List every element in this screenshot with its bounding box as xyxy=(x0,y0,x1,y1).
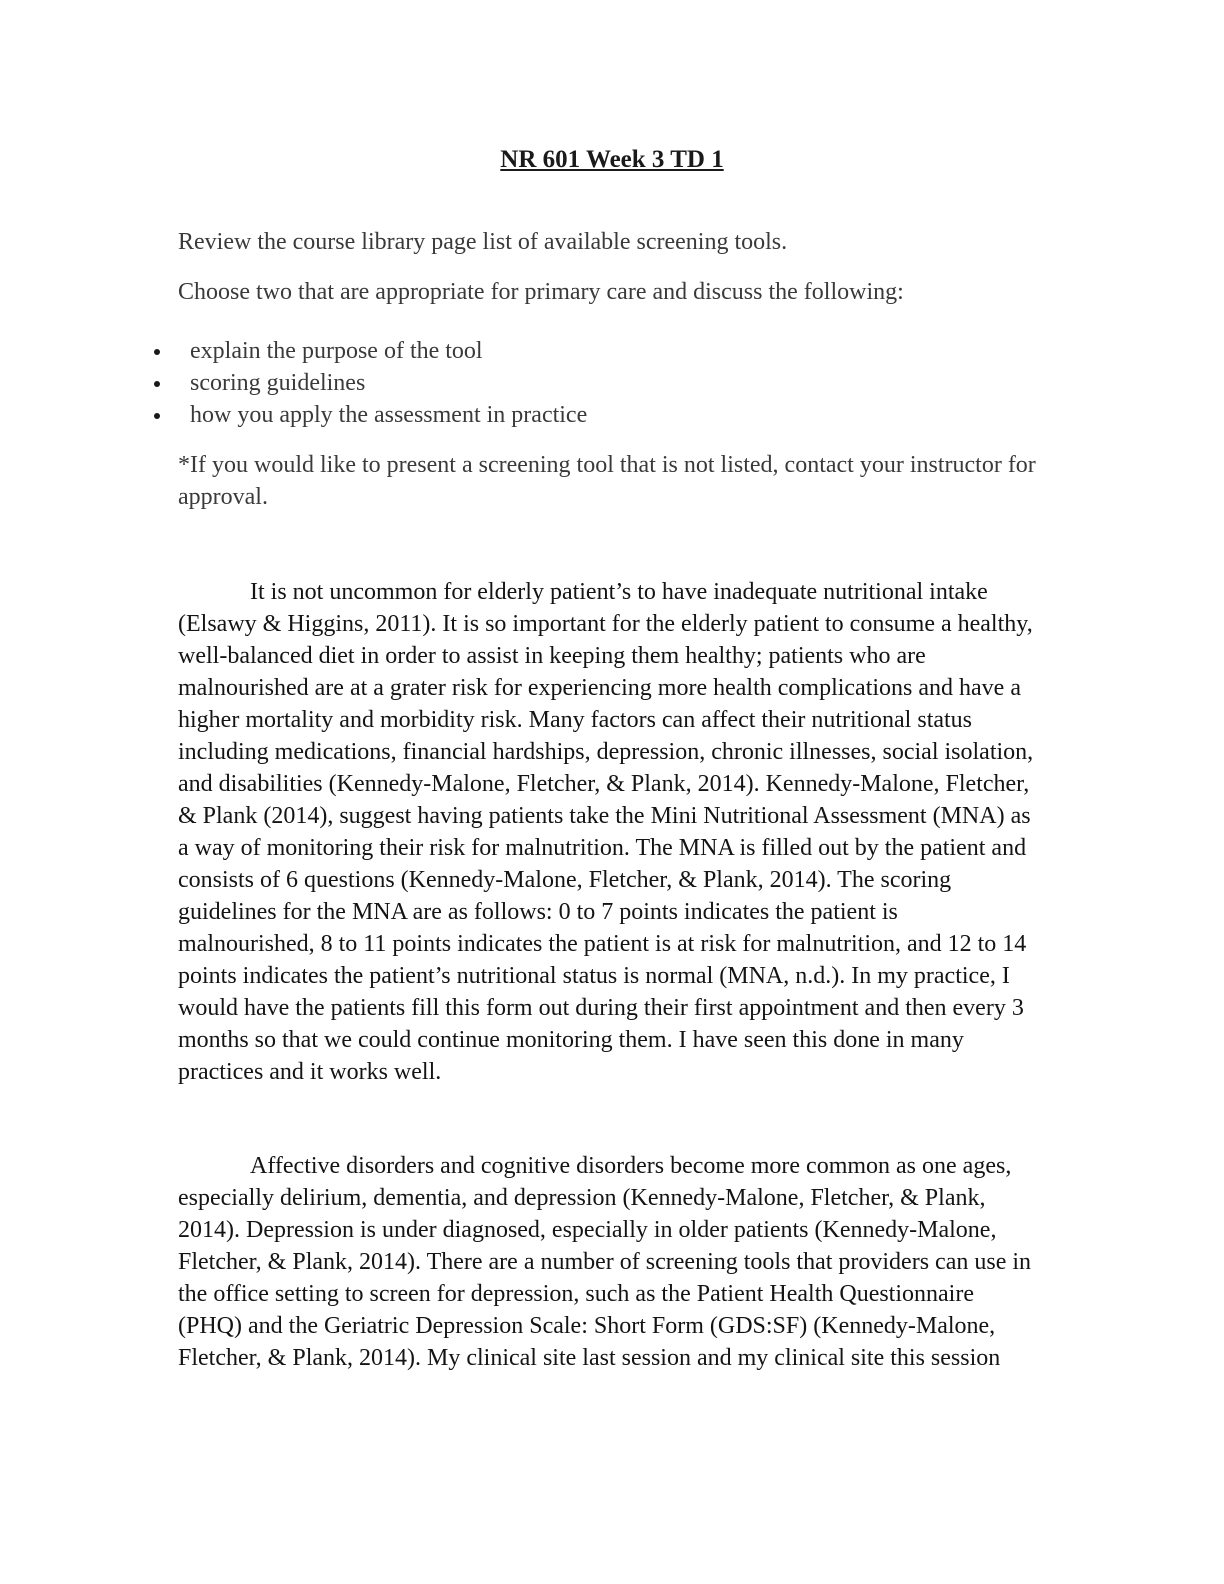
bullet-text: scoring guidelines xyxy=(190,370,366,396)
prompt-bullet-list xyxy=(150,335,1050,431)
bullet-icon xyxy=(154,381,160,387)
bullet-item xyxy=(150,335,1050,367)
bullet-icon xyxy=(154,413,160,419)
body-paragraph-text: Affective disorders and cognitive disorders become more common as one ages, especially delirium, dementia, and depression (Kennedy-Malone, Fletcher, & Plank, 2014). Depression is under diagnosed, especially in older patients (Kennedy-Malone, Fletcher, & Plank, 2014). There are a number of screening tools that providers can use in the office setting to screen for depression, such as the Patient Health Questionnaire (PHQ) and the Geriatric Depression Scale: Short Form (GDS:SF) (Kennedy-Malone, Fletcher, & Plank, 2014). My clinical site last session and my clinical site this session xyxy=(178,1153,1032,1371)
prompt-line-choose: Choose two that are appropriate for primary care and discuss the following: xyxy=(178,279,904,305)
body-paragraph-nutrition xyxy=(178,576,1040,1088)
prompt-note: *If you would like to present a screening tool that is not listed, contact your instructor for approval. xyxy=(178,452,1036,510)
bullet-text: how you apply the assessment in practice xyxy=(190,402,588,428)
document-title: NR 601 Week 3 TD 1 xyxy=(500,146,724,173)
bullet-icon xyxy=(154,349,160,355)
body-paragraph-depression xyxy=(178,1150,1040,1374)
bullet-item xyxy=(150,367,1050,399)
bullet-item xyxy=(150,399,1050,431)
body-paragraph-text: It is not uncommon for elderly patient’s to have inadequate nutritional intake (Elsawy & Higgins, 2011). It is so important for the elderly patient to consume a healthy, well-balanced diet in order to assist in keeping them healthy; patients who are malnourished are at a grater risk for experiencing more health complications and have a higher mortality and morbidity risk. Many factors can affect their nutritional status including medications, financial hardships, depression, chronic illnesses, social isolation, and disabilities (Kennedy-Malone, Fletcher, & Plank, 2014). Kennedy-Malone, Fletcher, & Plank (2014), suggest having patients take the Mini Nutritional Assessment (MNA) as a way of monitoring their risk for malnutrition. The MNA is filled out by the patient and consists of 6 questions (Kennedy-Malone, Fletcher, & Plank, 2014). The scoring guidelines for the MNA are as follows: 0 to 7 points indicates the patient is malnourished, 8 to 11 points indicates the patient is at risk for malnutrition, and 12 to 14 points indicates the patient’s nutritional status is normal (MNA, n.d.). In my practice, I would have the patients fill this form out during their first appointment and then every 3 months so that we could continue monitoring them. I have seen this done in many practices and it works well. xyxy=(178,579,1034,1085)
prompt-line-review: Review the course library page list of available screening tools. xyxy=(178,229,788,255)
bullet-text: explain the purpose of the tool xyxy=(190,338,483,364)
